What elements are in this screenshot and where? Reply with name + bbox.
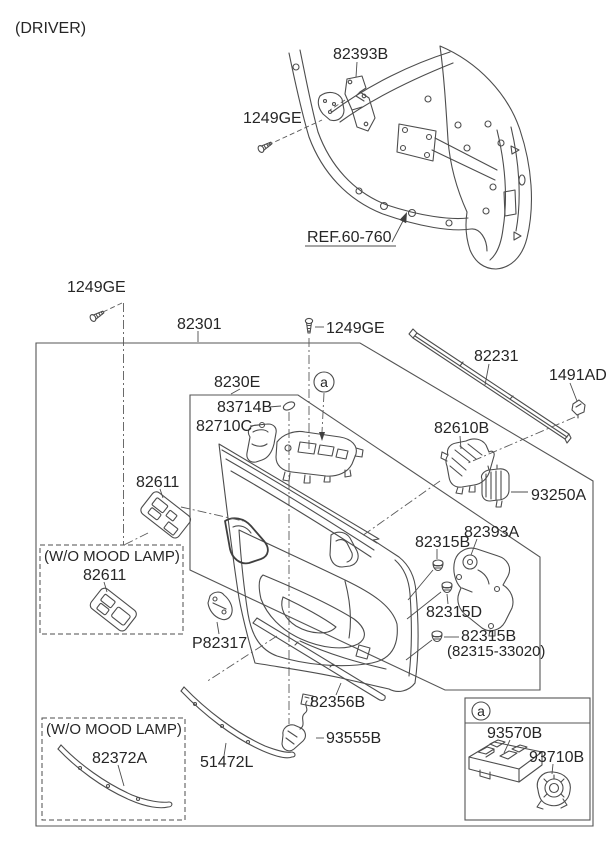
label-82315D: 82315D: [426, 604, 483, 621]
label-wo-mood-lamp-lower: (W/O MOOD LAMP): [46, 721, 182, 738]
label-83714B: 83714B: [217, 399, 273, 416]
callout-a-arrowhead: [319, 432, 325, 441]
label-82393A: 82393A: [464, 524, 520, 541]
pad-P82317-drawing: [208, 592, 232, 634]
callout-a-box-letter: a: [477, 703, 485, 719]
label-82231: 82231: [474, 348, 519, 365]
mirror-switch-93710B-drawing: [537, 764, 570, 809]
label-82611-upper: 82611: [136, 474, 180, 491]
ref-arrowhead: [400, 212, 408, 223]
switch-bezel-82611-alt-drawing: [88, 582, 138, 633]
label-wo-mood-lamp-upper: (W/O MOOD LAMP): [44, 548, 180, 565]
label-82611-lower: 82611: [83, 567, 127, 584]
sub-switch-93250A-drawing: [481, 465, 528, 507]
bracket-82393A-drawing: [454, 539, 513, 636]
label-51472L: 51472L: [200, 754, 254, 771]
label-82315B-2-sub: (82315-33020): [447, 643, 546, 660]
label-82710C: 82710C: [196, 418, 253, 435]
label-1249GE-left: 1249GE: [67, 279, 126, 296]
label-82301: 82301: [177, 316, 222, 333]
door-trim-panel-drawing: [219, 444, 418, 691]
label-93710B: 93710B: [529, 749, 585, 766]
label-ref-60-760: REF.60-760: [307, 229, 392, 246]
armrest-switch-plate-drawing: [231, 389, 366, 724]
screw-1249GE-left: [89, 303, 124, 545]
label-93570B: 93570B: [487, 725, 543, 742]
callout-a-top: [314, 372, 334, 441]
label-93555B: 93555B: [326, 730, 382, 747]
label-8230E: 8230E: [214, 374, 261, 391]
grommet-82315B-1-drawing: [408, 549, 443, 600]
driver-side-title: (DRIVER): [15, 20, 87, 37]
label-1249GE-right: 1249GE: [326, 320, 385, 337]
label-82372A: 82372A: [92, 750, 148, 767]
mood-lamp-strip-51472L-drawing: [181, 636, 295, 758]
label-93250A: 93250A: [531, 487, 587, 504]
label-82315B-1: 82315B: [415, 534, 471, 551]
label-82356B: 82356B: [310, 694, 366, 711]
label-82393B: 82393B: [333, 46, 389, 63]
label-P82317: P82317: [192, 635, 248, 652]
label-82610B: 82610B: [434, 420, 490, 437]
label-82315B-2: 82315B: [461, 628, 517, 645]
label-1249GE-top: 1249GE: [243, 110, 302, 127]
callout-a-top-letter: a: [320, 374, 328, 390]
label-1491AD: 1491AD: [549, 367, 607, 384]
